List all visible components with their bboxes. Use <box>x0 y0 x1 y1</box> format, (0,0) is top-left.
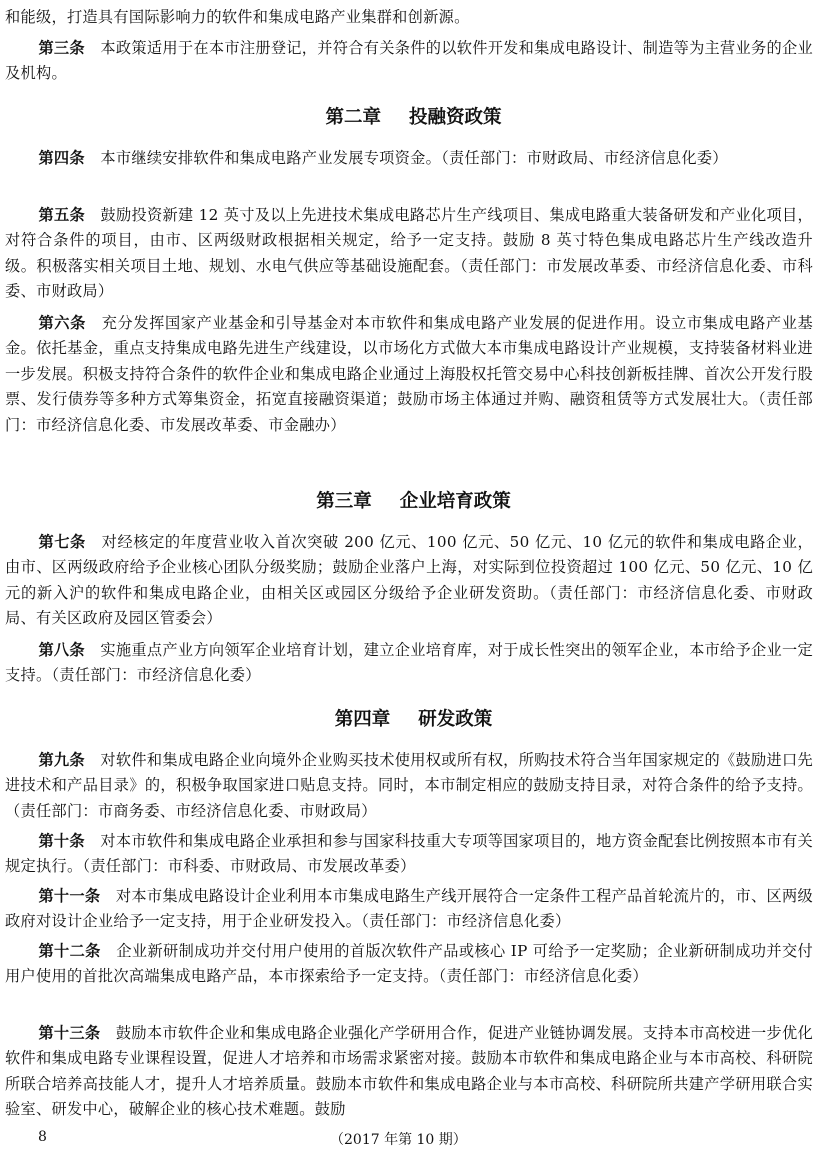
article-number: 第六条 <box>38 314 86 332</box>
chapter-heading-2 <box>0 103 827 129</box>
chapter-title: 研发政策 <box>418 709 493 730</box>
article-5 <box>5 203 813 305</box>
article-number: 第十二条 <box>38 942 101 960</box>
article-3 <box>5 36 813 87</box>
article-10 <box>5 829 813 880</box>
article-11 <box>5 884 813 935</box>
chapter-number: 第四章 <box>334 709 391 730</box>
article-text: 鼓励投资新建 12 英寸及以上先进技术集成电路芯片生产线项目、集成电路重大装备研发和产业化项目，对符合条件的项目，由市、区两级财政根据相关规定，给予一定支持。鼓励 8 英寸特色集成电路芯片生产线改造升级。积极落实相关项目土地、规划、水电气供应等基础设施配套。（责任部门：市发展改革委、市经济信息化委、市科委、市财政局） <box>5 206 813 301</box>
article-number: 第七条 <box>38 533 86 551</box>
article-number: 第九条 <box>38 751 85 769</box>
article-text: 对本市集成电路设计企业利用本市集成电路生产线开展符合一定条件工程产品首轮流片的，市、区两级政府对设计企业给予一定支持，用于企业研发投入。（责任部门：市经济信息化委） <box>5 887 813 931</box>
article-text: 对本市软件和集成电路企业承担和参与国家科技重大专项等国家项目的，地方资金配套比例按照本市有关规定执行。（责任部门：市科委、市财政局、市发展改革委） <box>5 832 813 876</box>
chapter-title: 投融资政策 <box>409 107 502 128</box>
page-number: 8 <box>38 1129 47 1145</box>
article-number: 第四条 <box>38 149 85 167</box>
chapter-number: 第二章 <box>325 107 381 128</box>
article-12 <box>5 939 813 990</box>
article-text: 对软件和集成电路企业向境外企业购买技术使用权或所有权，所购技术符合当年国家规定的《鼓励进口先进技术和产品目录》的，积极争取国家进口贴息支持。同时，本市制定相应的鼓励支持目录，对符合条件的给予支持。（责任部门：市商务委、市经济信息化委、市财政局） <box>5 751 813 820</box>
article-4 <box>5 146 813 171</box>
article-8 <box>5 638 813 689</box>
chapter-heading-3 <box>0 487 827 513</box>
issue-label: （2017 年第 10 期） <box>330 1132 467 1148</box>
article-number: 第十一条 <box>38 887 101 905</box>
article-9 <box>5 748 813 824</box>
chapter-heading-4 <box>0 705 827 731</box>
article-text: 本政策适用于在本市注册登记，并符合有关条件的以软件开发和集成电路设计、制造等为主营业务的企业及机构。 <box>5 39 813 83</box>
article-number: 第三条 <box>38 39 85 57</box>
article-number: 第五条 <box>38 206 85 224</box>
paragraph-continuation: 和能级，打造具有国际影响力的软件和集成电路产业集群和创新源。 <box>5 8 470 26</box>
article-text: 企业新研制成功并交付用户使用的首版次软件产品或核心 IP 可给予一定奖励；企业新研制成功并交付用户使用的首批次高端集成电路产品，本市探索给予一定支持。（责任部门：市经济信息化委） <box>5 942 813 986</box>
article-text: 对经核定的年度营业收入首次突破 200 亿元、100 亿元、50 亿元、10 亿元的软件和集成电路企业，由市、区两级政府给予企业核心团队分级奖励；鼓励企业落户上海，对实际到位投资超过 100 亿元、50 亿元、10 亿元的新入沪的软件和集成电路企业，由相关区或园区分级给予企业研发资助。（责任部门：市经济信息化委、市财政局、有关区政府及园区管委会） <box>5 533 813 628</box>
article-6 <box>5 311 813 438</box>
chapter-number: 第三章 <box>316 491 372 512</box>
article-text: 本市继续安排软件和集成电路产业发展专项资金。（责任部门：市财政局、市经济信息化委） <box>100 149 728 167</box>
article-number: 第十条 <box>38 832 85 850</box>
article-7 <box>5 530 813 632</box>
article-13 <box>5 1021 813 1123</box>
article-text: 实施重点产业方向领军企业培育计划，建立企业培育库，对于成长性突出的领军企业，本市给予企业一定支持。（责任部门：市经济信息化委） <box>5 641 813 685</box>
article-text: 鼓励本市软件企业和集成电路企业强化产学研用合作，促进产业链协调发展。支持本市高校进一步优化软件和集成电路专业课程设置，促进人才培养和市场需求紧密对接。鼓励本市软件和集成电路企业与本市高校、科研院所联合培养高技能人才，提升人才培养质量。鼓励本市软件和集成电路企业与本市高校、科研院所共建产学研用联合实验室、研发中心，破解企业的核心技术难题。鼓励 <box>5 1024 813 1119</box>
article-number: 第八条 <box>38 641 85 659</box>
article-text: 充分发挥国家产业基金和引导基金对本市软件和集成电路产业发展的促进作用。设立市集成电路产业基金。依托基金，重点支持集成电路先进生产线建设，以市场化方式做大本市集成电路设计产业规模，支持装备材料业进一步发展。积极支持符合条件的软件企业和集成电路企业通过上海股权托管交易中心科技创新板挂牌、首次公开发行股票、发行债券等多种方式筹集资金，拓宽直接融资渠道；鼓励市场主体通过并购、融资租赁等方式发展壮大。（责任部门：市经济信息化委、市发展改革委、市金融办） <box>5 314 814 434</box>
article-number: 第十三条 <box>38 1024 101 1042</box>
chapter-title: 企业培育政策 <box>399 491 511 512</box>
